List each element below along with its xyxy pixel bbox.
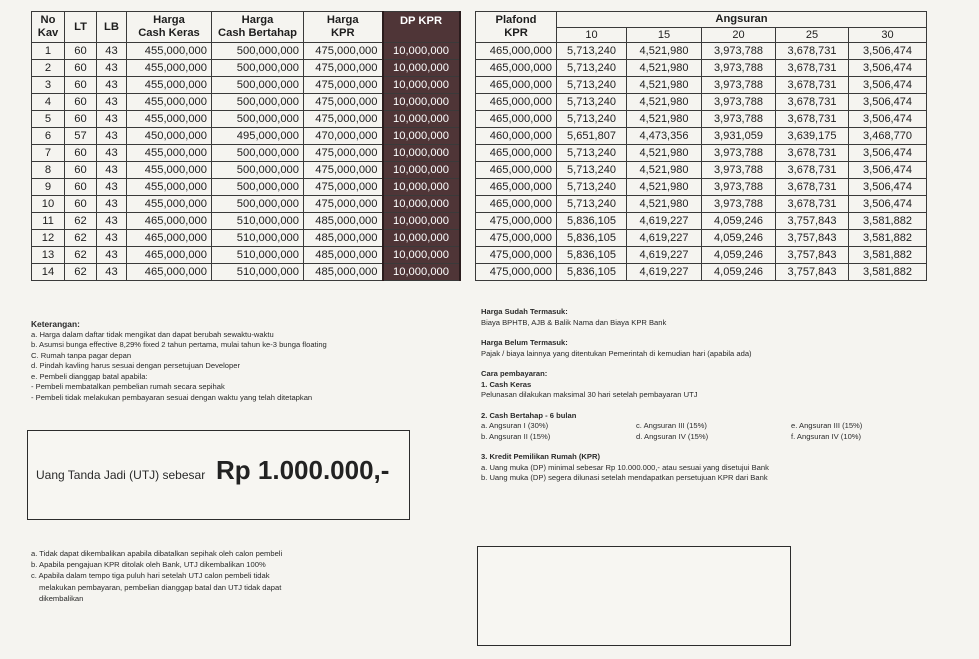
lb-cell: 43 [97, 77, 127, 94]
header-tenor-30: 30 [849, 28, 927, 43]
angsuran-25-cell: 3,639,175 [776, 128, 849, 145]
cash-keras-cell: 465,000,000 [127, 213, 212, 230]
gap-cell [460, 196, 476, 213]
keterangan-item: a. Harga dalam daftar tidak mengikat dan dapat berubah sewaktu-waktu [31, 329, 274, 339]
angsuran-30-cell: 3,506,474 [849, 145, 927, 162]
kav-no-cell: 7 [32, 145, 65, 162]
angsuran-25-cell: 3,757,843 [776, 264, 849, 281]
cash-keras-cell: 455,000,000 [127, 145, 212, 162]
kpr-price-cell: 485,000,000 [304, 213, 383, 230]
kav-no-cell: 14 [32, 264, 65, 281]
dp-kpr-cell: 10,000,000 [383, 43, 460, 60]
angsuran-15-cell: 4,521,980 [627, 111, 702, 128]
angsuran-30-cell: 3,581,882 [849, 247, 927, 264]
angsuran-20-cell: 4,059,246 [702, 264, 776, 281]
kpr-price-cell: 475,000,000 [304, 77, 383, 94]
angsuran-25-cell: 3,678,731 [776, 145, 849, 162]
table-row [32, 60, 927, 77]
gap-cell [460, 94, 476, 111]
angsuran-20-cell: 3,973,788 [702, 77, 776, 94]
angsuran-15-cell: 4,619,227 [627, 247, 702, 264]
bertahap-item: b. Angsuran II (15%) [481, 431, 551, 441]
bertahap-item: d. Angsuran IV (15%) [636, 431, 709, 441]
signature-box [477, 546, 791, 646]
lb-cell: 43 [97, 145, 127, 162]
price-table [31, 11, 927, 281]
table-row [32, 247, 927, 264]
header-tenor-20: 20 [702, 28, 776, 43]
kpr-price-cell: 475,000,000 [304, 162, 383, 179]
cash-keras-cell: 455,000,000 [127, 162, 212, 179]
kpr-price-cell: 485,000,000 [304, 230, 383, 247]
lb-cell: 43 [97, 111, 127, 128]
kav-no-cell: 9 [32, 179, 65, 196]
kav-no-cell: 1 [32, 43, 65, 60]
cash-bertahap-cell: 495,000,000 [212, 128, 304, 145]
header-kpr: Harga KPR [304, 12, 383, 43]
lb-cell: 43 [97, 247, 127, 264]
angsuran-10-cell: 5,713,240 [557, 162, 627, 179]
angsuran-15-cell: 4,521,980 [627, 94, 702, 111]
angsuran-20-cell: 4,059,246 [702, 230, 776, 247]
gap-cell [460, 179, 476, 196]
cash-bertahap-cell: 500,000,000 [212, 196, 304, 213]
kav-no-cell: 5 [32, 111, 65, 128]
gap-cell [460, 230, 476, 247]
lt-cell: 60 [65, 111, 97, 128]
keterangan-item: - Pembeli membatalkan pembelian rumah secara sepihak [31, 382, 225, 391]
cara-title: Cara pembayaran: [481, 369, 548, 378]
kav-no-cell: 2 [32, 60, 65, 77]
cash-keras-cell: 450,000,000 [127, 128, 212, 145]
angsuran-20-cell: 3,973,788 [702, 145, 776, 162]
angsuran-30-cell: 3,506,474 [849, 94, 927, 111]
lb-cell: 43 [97, 162, 127, 179]
kpr-price-cell: 475,000,000 [304, 43, 383, 60]
cash-bertahap-cell: 500,000,000 [212, 111, 304, 128]
lt-cell: 62 [65, 213, 97, 230]
keterangan-title: Keterangan: [31, 319, 80, 329]
kpr-price-cell: 475,000,000 [304, 111, 383, 128]
angsuran-30-cell: 3,506,474 [849, 179, 927, 196]
lt-cell: 62 [65, 264, 97, 281]
cash-bertahap-cell: 500,000,000 [212, 94, 304, 111]
lb-cell: 43 [97, 128, 127, 145]
kpr-price-cell: 475,000,000 [304, 179, 383, 196]
plafond-cell: 475,000,000 [476, 230, 557, 247]
gap-cell [460, 43, 476, 60]
kpr-price-cell: 475,000,000 [304, 196, 383, 213]
kav-no-cell: 12 [32, 230, 65, 247]
harga-sudah-title: Harga Sudah Termasuk: [481, 307, 568, 316]
keterangan-item: C. Rumah tanpa pagar depan [31, 350, 132, 360]
lt-cell: 60 [65, 60, 97, 77]
angsuran-25-cell: 3,678,731 [776, 60, 849, 77]
lb-cell: 43 [97, 196, 127, 213]
angsuran-15-cell: 4,521,980 [627, 162, 702, 179]
angsuran-15-cell: 4,619,227 [627, 230, 702, 247]
cash-bertahap-cell: 510,000,000 [212, 213, 304, 230]
harga-belum-text: Pajak / biaya lainnya yang ditentukan Pemerintah di kemudian hari (apabila ada) [481, 348, 752, 358]
cash-keras-cell: 455,000,000 [127, 94, 212, 111]
dp-kpr-cell: 10,000,000 [383, 77, 460, 94]
table-row [32, 43, 927, 60]
utj-note: melakukan pembayaran, pembelian dianggap batal dan UTJ tidak dapat [39, 582, 282, 592]
table-row [32, 94, 927, 111]
kpr-item: b. Uang muka (DP) segera dilunasi setelah mendapatkan persetujuan KPR dari Bank [481, 473, 768, 482]
lb-cell: 43 [97, 43, 127, 60]
angsuran-30-cell: 3,506,474 [849, 77, 927, 94]
dp-kpr-cell: 10,000,000 [383, 128, 460, 145]
angsuran-15-cell: 4,521,980 [627, 145, 702, 162]
dp-kpr-cell: 10,000,000 [383, 247, 460, 264]
angsuran-25-cell: 3,757,843 [776, 213, 849, 230]
angsuran-30-cell: 3,581,882 [849, 230, 927, 247]
kpr-price-cell: 485,000,000 [304, 264, 383, 281]
dp-kpr-cell: 10,000,000 [383, 264, 460, 281]
table-row [32, 179, 927, 196]
angsuran-25-cell: 3,678,731 [776, 77, 849, 94]
keterangan-item: - Pembeli tidak melakukan pembayaran sesuai dengan waktu yang telah ditetapkan [31, 392, 313, 402]
angsuran-20-cell: 3,973,788 [702, 111, 776, 128]
table-row [32, 213, 927, 230]
utj-box [27, 430, 410, 520]
utj-note: b. Apabila pengajuan KPR ditolak oleh Bank, UTJ dikembalikan 100% [31, 560, 266, 570]
dp-kpr-cell: 10,000,000 [383, 179, 460, 196]
angsuran-10-cell: 5,713,240 [557, 60, 627, 77]
gap-cell [460, 247, 476, 264]
lt-cell: 60 [65, 43, 97, 60]
cash-bertahap-cell: 500,000,000 [212, 60, 304, 77]
header-lt: LT [65, 12, 97, 43]
table-row [32, 264, 927, 281]
angsuran-15-cell: 4,521,980 [627, 60, 702, 77]
bertahap-row [481, 421, 951, 432]
plafond-cell: 475,000,000 [476, 213, 557, 230]
angsuran-10-cell: 5,836,105 [557, 213, 627, 230]
angsuran-10-cell: 5,651,807 [557, 128, 627, 145]
cash-keras-cell: 455,000,000 [127, 77, 212, 94]
lb-cell: 43 [97, 179, 127, 196]
angsuran-30-cell: 3,468,770 [849, 128, 927, 145]
angsuran-30-cell: 3,506,474 [849, 43, 927, 60]
header-dp-kpr: DP KPR [383, 12, 460, 43]
angsuran-10-cell: 5,836,105 [557, 230, 627, 247]
header-cash-bertahap: Harga Cash Bertahap [212, 12, 304, 43]
plafond-cell: 465,000,000 [476, 179, 557, 196]
cash-keras-cell: 465,000,000 [127, 230, 212, 247]
utj-note: c. Apabila dalam tempo tiga puluh hari setelah UTJ calon pembeli tidak [31, 571, 270, 581]
cash-bertahap-cell: 500,000,000 [212, 43, 304, 60]
table-row [32, 162, 927, 179]
gap-cell [460, 111, 476, 128]
angsuran-30-cell: 3,506,474 [849, 196, 927, 213]
cash-keras-text: Pelunasan dilakukan maksimal 30 hari setelah pembayaran UTJ [481, 390, 698, 399]
plafond-cell: 475,000,000 [476, 264, 557, 281]
cash-bertahap-cell: 510,000,000 [212, 247, 304, 264]
plafond-cell: 465,000,000 [476, 60, 557, 77]
angsuran-15-cell: 4,521,980 [627, 179, 702, 196]
plafond-cell: 465,000,000 [476, 77, 557, 94]
lt-cell: 60 [65, 179, 97, 196]
cash-keras-cell: 455,000,000 [127, 60, 212, 77]
kpr-item: a. Uang muka (DP) minimal sebesar Rp 10.000.000,- atau sesuai yang disetujui Bank [481, 462, 769, 472]
table-row [32, 145, 927, 162]
table-row [32, 128, 927, 145]
utj-notes [31, 548, 411, 604]
plafond-cell: 465,000,000 [476, 162, 557, 179]
angsuran-15-cell: 4,521,980 [627, 196, 702, 213]
keterangan-item: e. Pembeli dianggap batal apabila: [31, 371, 148, 381]
lt-cell: 60 [65, 145, 97, 162]
angsuran-20-cell: 3,973,788 [702, 196, 776, 213]
plafond-cell: 465,000,000 [476, 43, 557, 60]
kav-no-cell: 11 [32, 213, 65, 230]
header-angsuran: Angsuran [557, 12, 927, 28]
cash-keras-cell: 455,000,000 [127, 111, 212, 128]
angsuran-15-cell: 4,473,356 [627, 128, 702, 145]
kav-no-cell: 10 [32, 196, 65, 213]
dp-kpr-cell: 10,000,000 [383, 213, 460, 230]
dp-kpr-cell: 10,000,000 [383, 60, 460, 77]
angsuran-10-cell: 5,713,240 [557, 145, 627, 162]
payment-info-section [481, 307, 951, 484]
angsuran-10-cell: 5,713,240 [557, 179, 627, 196]
angsuran-25-cell: 3,678,731 [776, 196, 849, 213]
bertahap-item: e. Angsuran III (15%) [791, 421, 863, 430]
dp-kpr-cell: 10,000,000 [383, 145, 460, 162]
angsuran-20-cell: 4,059,246 [702, 213, 776, 230]
lb-cell: 43 [97, 94, 127, 111]
angsuran-10-cell: 5,836,105 [557, 247, 627, 264]
kpr-price-cell: 475,000,000 [304, 145, 383, 162]
lt-cell: 60 [65, 196, 97, 213]
header-cash-keras: Harga Cash Keras [127, 12, 212, 43]
angsuran-15-cell: 4,619,227 [627, 264, 702, 281]
dp-kpr-cell: 10,000,000 [383, 162, 460, 179]
angsuran-25-cell: 3,678,731 [776, 43, 849, 60]
cash-keras-cell: 455,000,000 [127, 179, 212, 196]
header-tenor-10: 10 [557, 28, 627, 43]
angsuran-25-cell: 3,757,843 [776, 230, 849, 247]
angsuran-10-cell: 5,713,240 [557, 43, 627, 60]
lt-cell: 62 [65, 230, 97, 247]
angsuran-15-cell: 4,521,980 [627, 77, 702, 94]
angsuran-25-cell: 3,678,731 [776, 179, 849, 196]
gap-cell [460, 162, 476, 179]
angsuran-20-cell: 3,973,788 [702, 162, 776, 179]
cash-keras-title: 1. Cash Keras [481, 379, 532, 389]
lb-cell: 43 [97, 264, 127, 281]
utj-note: a. Tidak dapat dikembalikan apabila dibatalkan sepihak oleh calon pembeli [31, 549, 283, 558]
dp-kpr-cell: 10,000,000 [383, 196, 460, 213]
kav-no-cell: 6 [32, 128, 65, 145]
bertahap-item: c. Angsuran III (15%) [636, 421, 707, 430]
header-lb: LB [97, 12, 127, 43]
plafond-cell: 465,000,000 [476, 94, 557, 111]
kpr-price-cell: 475,000,000 [304, 60, 383, 77]
plafond-cell: 465,000,000 [476, 145, 557, 162]
angsuran-20-cell: 3,973,788 [702, 179, 776, 196]
angsuran-10-cell: 5,713,240 [557, 196, 627, 213]
price-table-body [32, 43, 927, 281]
kav-no-cell: 8 [32, 162, 65, 179]
cash-keras-cell: 465,000,000 [127, 264, 212, 281]
header-no-kav: No Kav [32, 12, 65, 43]
table-row [32, 77, 927, 94]
header-tenor-25: 25 [776, 28, 849, 43]
header-plafond: Plafond KPR [476, 12, 557, 43]
utj-label: Uang Tanda Jadi (UTJ) sebesar [36, 468, 206, 482]
angsuran-30-cell: 3,581,882 [849, 264, 927, 281]
angsuran-15-cell: 4,619,227 [627, 213, 702, 230]
cash-keras-cell: 465,000,000 [127, 247, 212, 264]
table-row [32, 196, 927, 213]
cash-keras-cell: 455,000,000 [127, 43, 212, 60]
bertahap-item: a. Angsuran I (30%) [481, 421, 549, 430]
table-row [32, 230, 927, 247]
lb-cell: 43 [97, 60, 127, 77]
utj-amount: Rp 1.000.000,- [216, 455, 390, 485]
angsuran-20-cell: 3,973,788 [702, 94, 776, 111]
angsuran-20-cell: 3,973,788 [702, 43, 776, 60]
angsuran-25-cell: 3,678,731 [776, 162, 849, 179]
harga-belum-title: Harga Belum Termasuk: [481, 338, 568, 347]
cash-bertahap-title: 2. Cash Bertahap - 6 bulan [481, 410, 577, 420]
angsuran-10-cell: 5,713,240 [557, 77, 627, 94]
lt-cell: 60 [65, 77, 97, 94]
angsuran-20-cell: 3,931,059 [702, 128, 776, 145]
angsuran-30-cell: 3,506,474 [849, 162, 927, 179]
angsuran-20-cell: 4,059,246 [702, 247, 776, 264]
keterangan-section [31, 319, 431, 403]
header-tenor-15: 15 [627, 28, 702, 43]
utj-note: dikembalikan [39, 593, 84, 603]
angsuran-10-cell: 5,713,240 [557, 94, 627, 111]
angsuran-20-cell: 3,973,788 [702, 60, 776, 77]
kav-no-cell: 3 [32, 77, 65, 94]
harga-sudah-text: Biaya BPHTB, AJB & Balik Nama dan Biaya KPR Bank [481, 317, 667, 327]
gap-cell [460, 60, 476, 77]
cash-keras-cell: 455,000,000 [127, 196, 212, 213]
lt-cell: 62 [65, 247, 97, 264]
cash-bertahap-cell: 500,000,000 [212, 77, 304, 94]
gap-cell [460, 145, 476, 162]
gap-cell [460, 128, 476, 145]
angsuran-25-cell: 3,678,731 [776, 111, 849, 128]
angsuran-25-cell: 3,757,843 [776, 247, 849, 264]
dp-kpr-cell: 10,000,000 [383, 111, 460, 128]
gap-cell [460, 264, 476, 281]
table-row [32, 111, 927, 128]
kav-no-cell: 13 [32, 247, 65, 264]
angsuran-30-cell: 3,506,474 [849, 60, 927, 77]
cash-bertahap-cell: 500,000,000 [212, 179, 304, 196]
kpr-title: 3. Kredit Pemilikan Rumah (KPR) [481, 452, 600, 461]
plafond-cell: 465,000,000 [476, 196, 557, 213]
gap-cell [460, 77, 476, 94]
dp-kpr-cell: 10,000,000 [383, 94, 460, 111]
kav-no-cell: 4 [32, 94, 65, 111]
keterangan-item: d. Pindah kavling harus sesuai dengan persetujuan Developer [31, 361, 240, 370]
angsuran-30-cell: 3,506,474 [849, 111, 927, 128]
lt-cell: 57 [65, 128, 97, 145]
kpr-price-cell: 485,000,000 [304, 247, 383, 264]
kpr-price-cell: 470,000,000 [304, 128, 383, 145]
dp-kpr-cell: 10,000,000 [383, 230, 460, 247]
plafond-cell: 460,000,000 [476, 128, 557, 145]
keterangan-item: b. Asumsi bunga effective 8,29% fixed 2 tahun pertama, mulai tahun ke-3 bunga floating [31, 340, 327, 349]
angsuran-30-cell: 3,581,882 [849, 213, 927, 230]
kpr-price-cell: 475,000,000 [304, 94, 383, 111]
bertahap-row [481, 432, 951, 443]
bertahap-item: f. Angsuran IV (10%) [791, 431, 862, 441]
cash-bertahap-cell: 500,000,000 [212, 145, 304, 162]
lt-cell: 60 [65, 94, 97, 111]
gap-cell [460, 213, 476, 230]
lt-cell: 60 [65, 162, 97, 179]
header-gap [460, 12, 476, 43]
lb-cell: 43 [97, 230, 127, 247]
angsuran-25-cell: 3,678,731 [776, 94, 849, 111]
cash-bertahap-cell: 510,000,000 [212, 230, 304, 247]
cash-bertahap-cell: 510,000,000 [212, 264, 304, 281]
plafond-cell: 475,000,000 [476, 247, 557, 264]
plafond-cell: 465,000,000 [476, 111, 557, 128]
angsuran-15-cell: 4,521,980 [627, 43, 702, 60]
lb-cell: 43 [97, 213, 127, 230]
cash-bertahap-cell: 500,000,000 [212, 162, 304, 179]
angsuran-10-cell: 5,836,105 [557, 264, 627, 281]
angsuran-10-cell: 5,713,240 [557, 111, 627, 128]
